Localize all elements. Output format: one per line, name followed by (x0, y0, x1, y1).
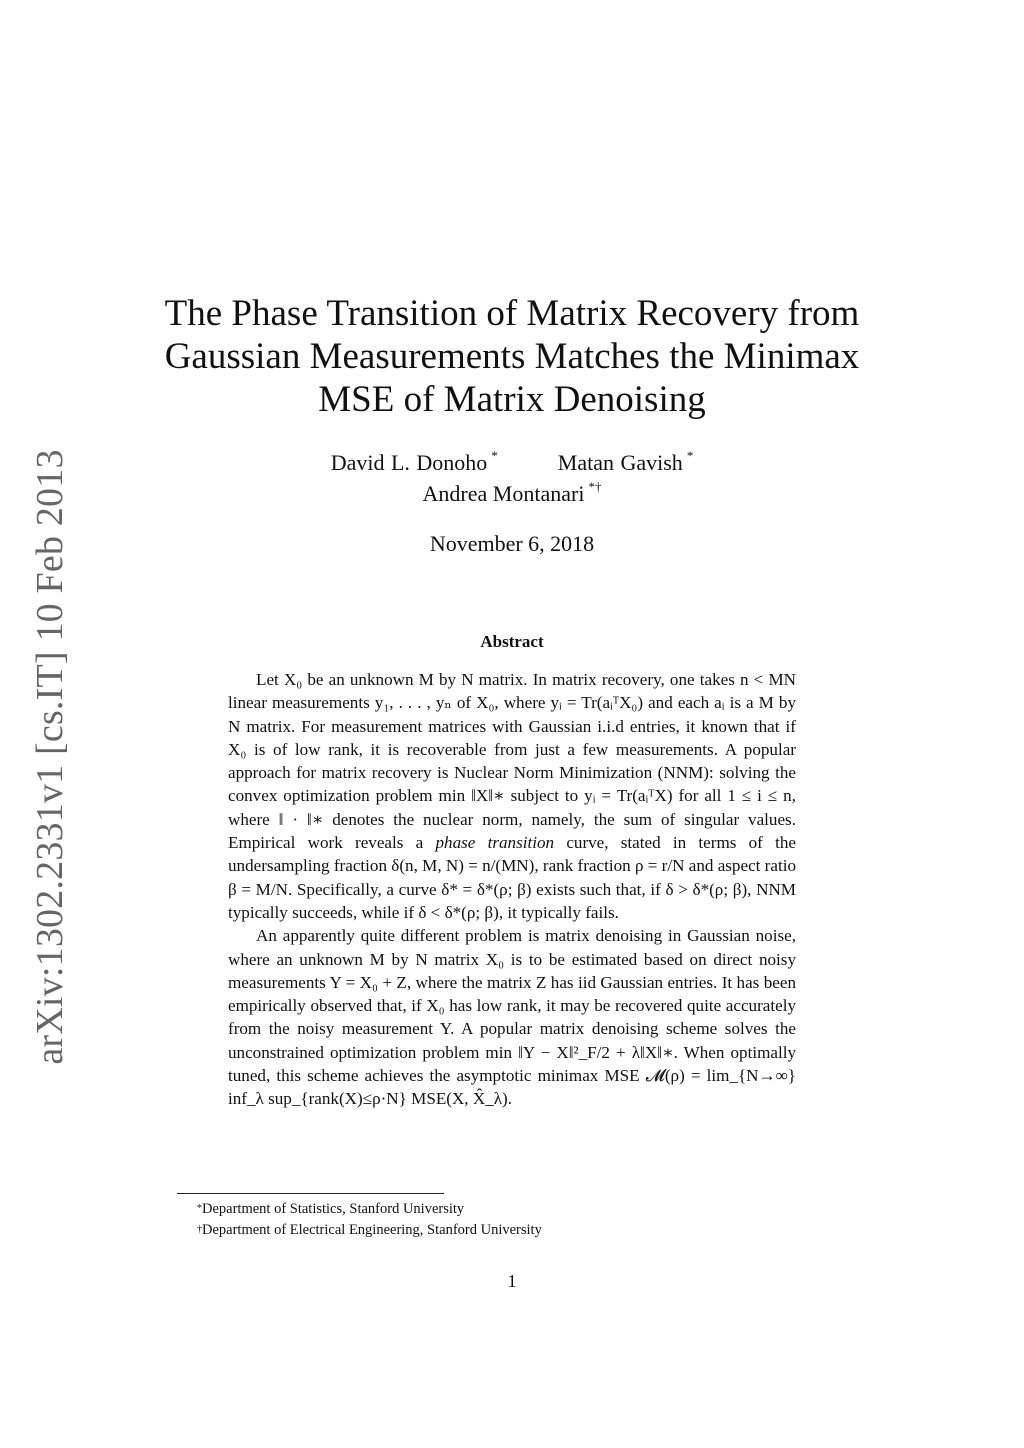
footnote-mark: † (197, 1224, 202, 1235)
author-affiliation-mark: * (686, 448, 694, 463)
abstract-text: Let X₀ be an unknown M by N matrix. In matrix recovery, one takes n < MN linear measurements y₁, . . . , yₙ of X₀, where yᵢ = Tr(aᵢᵀX₀) and each aᵢ is a M by N matrix. For measurement matrices with Gaussian i.i.d entries, it known that if X₀ is of low rank, it is recoverable from just a few measurements. A popular approach for matrix recovery is Nuclear Norm Minimization (NNM): solving the convex optimization problem min ‖X‖∗ subject to yᵢ = Tr(aᵢᵀX) for all 1 ≤ i ≤ n, where ‖ · ‖∗ denotes the nuclear norm, namely, the sum of singular values. Empirical work reveals a (228, 670, 796, 853)
abstract-heading: Abstract (480, 632, 544, 651)
title-line-3: MSE of Matrix Denoising (318, 379, 706, 420)
author-name: Andrea Montanari (422, 481, 585, 506)
footnote-text: Department of Electrical Engineering, Stanford University (202, 1222, 542, 1238)
footnote (197, 1199, 797, 1220)
footnote (197, 1220, 797, 1241)
authors-row-1 (150, 450, 874, 476)
title-line-2: Gaussian Measurements Matches the Minimax (164, 336, 860, 377)
arxiv-sidebar-identifier (28, 449, 72, 1065)
footnotes (197, 1199, 797, 1241)
abstract-paragraph-1 (228, 668, 796, 924)
paper-date: November 6, 2018 (429, 531, 595, 556)
author-name: David L. Donoho (330, 450, 488, 475)
title-line-1: The Phase Transition of Matrix Recovery from (164, 293, 860, 334)
abstract-paragraph-2: An apparently quite different problem is matrix denoising in Gaussian noise, where an unknown M by N matrix X₀ is to be estimated based on direct noisy measurements Y = X₀ + Z, where the matrix Z has iid Gaussian entries. It has been empirically observed that, if X₀ has low rank, it may be recovered quite accurately from the noisy measurement Y. A popular matrix denoising scheme solves the unconstrained optimization problem min ‖Y − X‖²_F/2 + λ‖X‖∗. When optimally tuned, this scheme achieves the asymptotic minimax MSE 𝓜(ρ) = lim_{N→∞} inf_λ sup_{rank(X)≤ρ·N} MSE(X, X̂_λ). (228, 926, 796, 1109)
abstract-emphasis: phase transition (435, 833, 555, 853)
abstract-body (228, 668, 796, 1111)
arxiv-identifier-text: arXiv:1302.2331v1 [cs.IT] 10 Feb 2013 (29, 449, 71, 1065)
footnote-divider (177, 1193, 444, 1194)
page-number: 1 (507, 1271, 517, 1291)
abstract-text: curve, stated in terms of the undersampling fraction δ(n, M, N) = n/(MN), rank fraction ρ = r/N and aspect ratio β = M/N. Specifically, a curve δ* = δ*(ρ; β) exists such that, if δ > δ*(ρ; β), NNM typically succeeds, while if δ < δ*(ρ; β), it typically fails. (228, 833, 796, 922)
footnote-text: Department of Statistics, Stanford University (202, 1201, 465, 1217)
paper-title (150, 292, 874, 421)
footnote-mark: * (197, 1203, 202, 1214)
authors-row-2 (150, 481, 874, 507)
author-affiliation-mark: *† (588, 479, 602, 494)
author-affiliation-mark: * (491, 448, 498, 463)
author-name: Matan Gavish (557, 450, 683, 475)
